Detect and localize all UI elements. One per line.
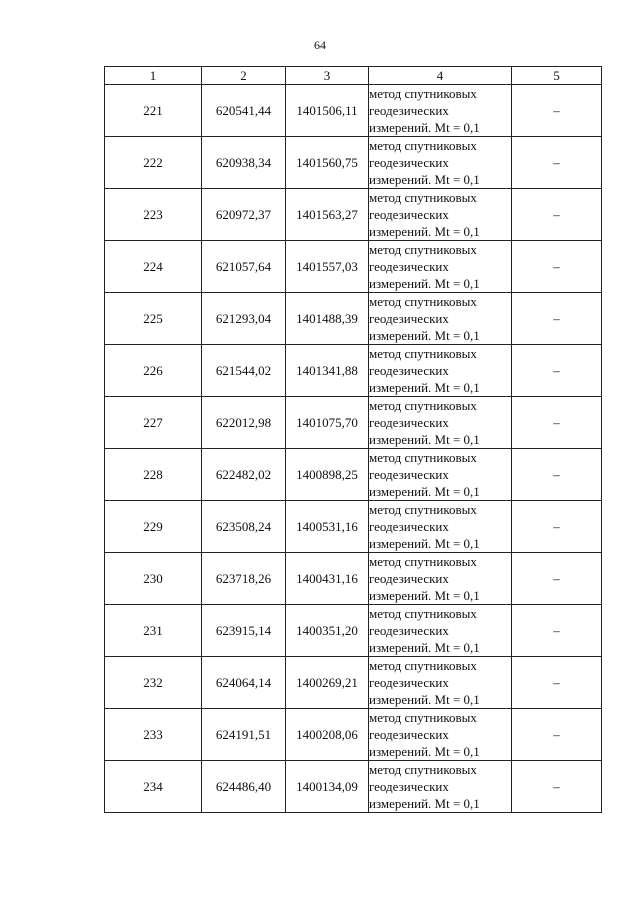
method-line: измерений. Mt = 0,1 [369, 172, 480, 187]
method-cell [369, 137, 512, 189]
column-header-1: 1 [105, 67, 202, 85]
column-5-cell: – [512, 85, 602, 137]
method-line: метод спутниковых [369, 86, 477, 101]
column-5-cell: – [512, 553, 602, 605]
method-line: геодезических [369, 519, 449, 534]
method-line: геодезических [369, 259, 449, 274]
column-5-cell: – [512, 449, 602, 501]
method-line: геодезических [369, 675, 449, 690]
coordinate-y-cell: 1401557,03 [286, 241, 369, 293]
point-number-cell: 221 [105, 85, 202, 137]
method-line: метод спутниковых [369, 606, 477, 621]
method-cell [369, 501, 512, 553]
method-line: геодезических [369, 311, 449, 326]
method-line: измерений. Mt = 0,1 [369, 328, 480, 343]
point-number-cell: 229 [105, 501, 202, 553]
table-row [105, 605, 602, 657]
coordinate-y-cell: 1401506,11 [286, 85, 369, 137]
table-row [105, 657, 602, 709]
method-line: измерений. Mt = 0,1 [369, 536, 480, 551]
table-row [105, 241, 602, 293]
point-number-cell: 234 [105, 761, 202, 813]
method-line: геодезических [369, 415, 449, 430]
coordinate-y-cell: 1401563,27 [286, 189, 369, 241]
method-cell [369, 397, 512, 449]
column-5-cell: – [512, 605, 602, 657]
method-line: геодезических [369, 363, 449, 378]
table-row [105, 449, 602, 501]
page-number: 64 [314, 38, 326, 52]
table-row [105, 345, 602, 397]
column-5-cell: – [512, 709, 602, 761]
method-line: геодезических [369, 571, 449, 586]
coordinates-table [104, 66, 602, 813]
table-row [105, 709, 602, 761]
table-row [105, 501, 602, 553]
point-number-cell: 223 [105, 189, 202, 241]
method-line: метод спутниковых [369, 450, 477, 465]
method-line: метод спутниковых [369, 554, 477, 569]
column-header-4: 4 [369, 67, 512, 85]
method-line: измерений. Mt = 0,1 [369, 120, 480, 135]
method-line: геодезических [369, 103, 449, 118]
method-line: измерений. Mt = 0,1 [369, 744, 480, 759]
point-number-cell: 230 [105, 553, 202, 605]
method-line: геодезических [369, 623, 449, 638]
method-line: метод спутниковых [369, 502, 477, 517]
coordinate-y-cell: 1400898,25 [286, 449, 369, 501]
method-line: измерений. Mt = 0,1 [369, 588, 480, 603]
method-line: метод спутниковых [369, 710, 477, 725]
method-line: измерений. Mt = 0,1 [369, 484, 480, 499]
method-cell [369, 449, 512, 501]
table-row [105, 189, 602, 241]
method-line: геодезических [369, 467, 449, 482]
column-5-cell: – [512, 657, 602, 709]
method-line: измерений. Mt = 0,1 [369, 796, 480, 811]
point-number-cell: 225 [105, 293, 202, 345]
table-row [105, 397, 602, 449]
method-line: метод спутниковых [369, 242, 477, 257]
coordinate-x-cell: 621293,04 [202, 293, 286, 345]
point-number-cell: 232 [105, 657, 202, 709]
column-5-cell: – [512, 293, 602, 345]
method-line: измерений. Mt = 0,1 [369, 380, 480, 395]
coordinate-y-cell: 1400431,16 [286, 553, 369, 605]
table-row [105, 137, 602, 189]
column-5-cell: – [512, 241, 602, 293]
point-number-cell: 226 [105, 345, 202, 397]
coordinate-y-cell: 1400269,21 [286, 657, 369, 709]
method-line: метод спутниковых [369, 294, 477, 309]
column-5-cell: – [512, 189, 602, 241]
method-cell [369, 241, 512, 293]
method-line: геодезических [369, 727, 449, 742]
coordinate-y-cell: 1400208,06 [286, 709, 369, 761]
method-line: метод спутниковых [369, 346, 477, 361]
coordinate-x-cell: 624191,51 [202, 709, 286, 761]
method-cell [369, 657, 512, 709]
column-5-cell: – [512, 397, 602, 449]
coordinate-x-cell: 623508,24 [202, 501, 286, 553]
method-cell [369, 553, 512, 605]
method-line: геодезических [369, 207, 449, 222]
point-number-cell: 233 [105, 709, 202, 761]
method-cell [369, 709, 512, 761]
coordinate-y-cell: 1401075,70 [286, 397, 369, 449]
column-5-cell: – [512, 501, 602, 553]
method-line: измерений. Mt = 0,1 [369, 224, 480, 239]
coordinate-x-cell: 624064,14 [202, 657, 286, 709]
column-5-cell: – [512, 137, 602, 189]
coordinate-x-cell: 622482,02 [202, 449, 286, 501]
method-line: измерений. Mt = 0,1 [369, 276, 480, 291]
table-row [105, 293, 602, 345]
point-number-cell: 222 [105, 137, 202, 189]
column-5-cell: – [512, 761, 602, 813]
method-line: метод спутниковых [369, 762, 477, 777]
method-line: метод спутниковых [369, 138, 477, 153]
coordinate-x-cell: 620541,44 [202, 85, 286, 137]
point-number-cell: 227 [105, 397, 202, 449]
method-line: метод спутниковых [369, 398, 477, 413]
coordinate-x-cell: 622012,98 [202, 397, 286, 449]
coordinate-x-cell: 623915,14 [202, 605, 286, 657]
method-line: метод спутниковых [369, 658, 477, 673]
coordinate-x-cell: 621057,64 [202, 241, 286, 293]
coordinate-y-cell: 1400351,20 [286, 605, 369, 657]
point-number-cell: 228 [105, 449, 202, 501]
point-number-cell: 224 [105, 241, 202, 293]
table-header-row [105, 67, 602, 85]
method-line: измерений. Mt = 0,1 [369, 432, 480, 447]
column-header-5: 5 [512, 67, 602, 85]
table-row [105, 553, 602, 605]
table-row [105, 761, 602, 813]
method-line: геодезических [369, 779, 449, 794]
coordinate-y-cell: 1400531,16 [286, 501, 369, 553]
coordinate-y-cell: 1400134,09 [286, 761, 369, 813]
method-cell [369, 85, 512, 137]
coordinate-x-cell: 620938,34 [202, 137, 286, 189]
coordinate-y-cell: 1401341,88 [286, 345, 369, 397]
column-header-3: 3 [286, 67, 369, 85]
method-line: измерений. Mt = 0,1 [369, 640, 480, 655]
method-line: измерений. Mt = 0,1 [369, 692, 480, 707]
method-line: метод спутниковых [369, 190, 477, 205]
method-line: геодезических [369, 155, 449, 170]
coordinate-y-cell: 1401560,75 [286, 137, 369, 189]
column-header-2: 2 [202, 67, 286, 85]
coordinate-x-cell: 620972,37 [202, 189, 286, 241]
coordinate-y-cell: 1401488,39 [286, 293, 369, 345]
point-number-cell: 231 [105, 605, 202, 657]
coordinate-x-cell: 624486,40 [202, 761, 286, 813]
coordinate-x-cell: 623718,26 [202, 553, 286, 605]
method-cell [369, 761, 512, 813]
method-cell [369, 605, 512, 657]
method-cell [369, 293, 512, 345]
table-row [105, 85, 602, 137]
column-5-cell: – [512, 345, 602, 397]
coordinate-x-cell: 621544,02 [202, 345, 286, 397]
method-cell [369, 345, 512, 397]
method-cell [369, 189, 512, 241]
